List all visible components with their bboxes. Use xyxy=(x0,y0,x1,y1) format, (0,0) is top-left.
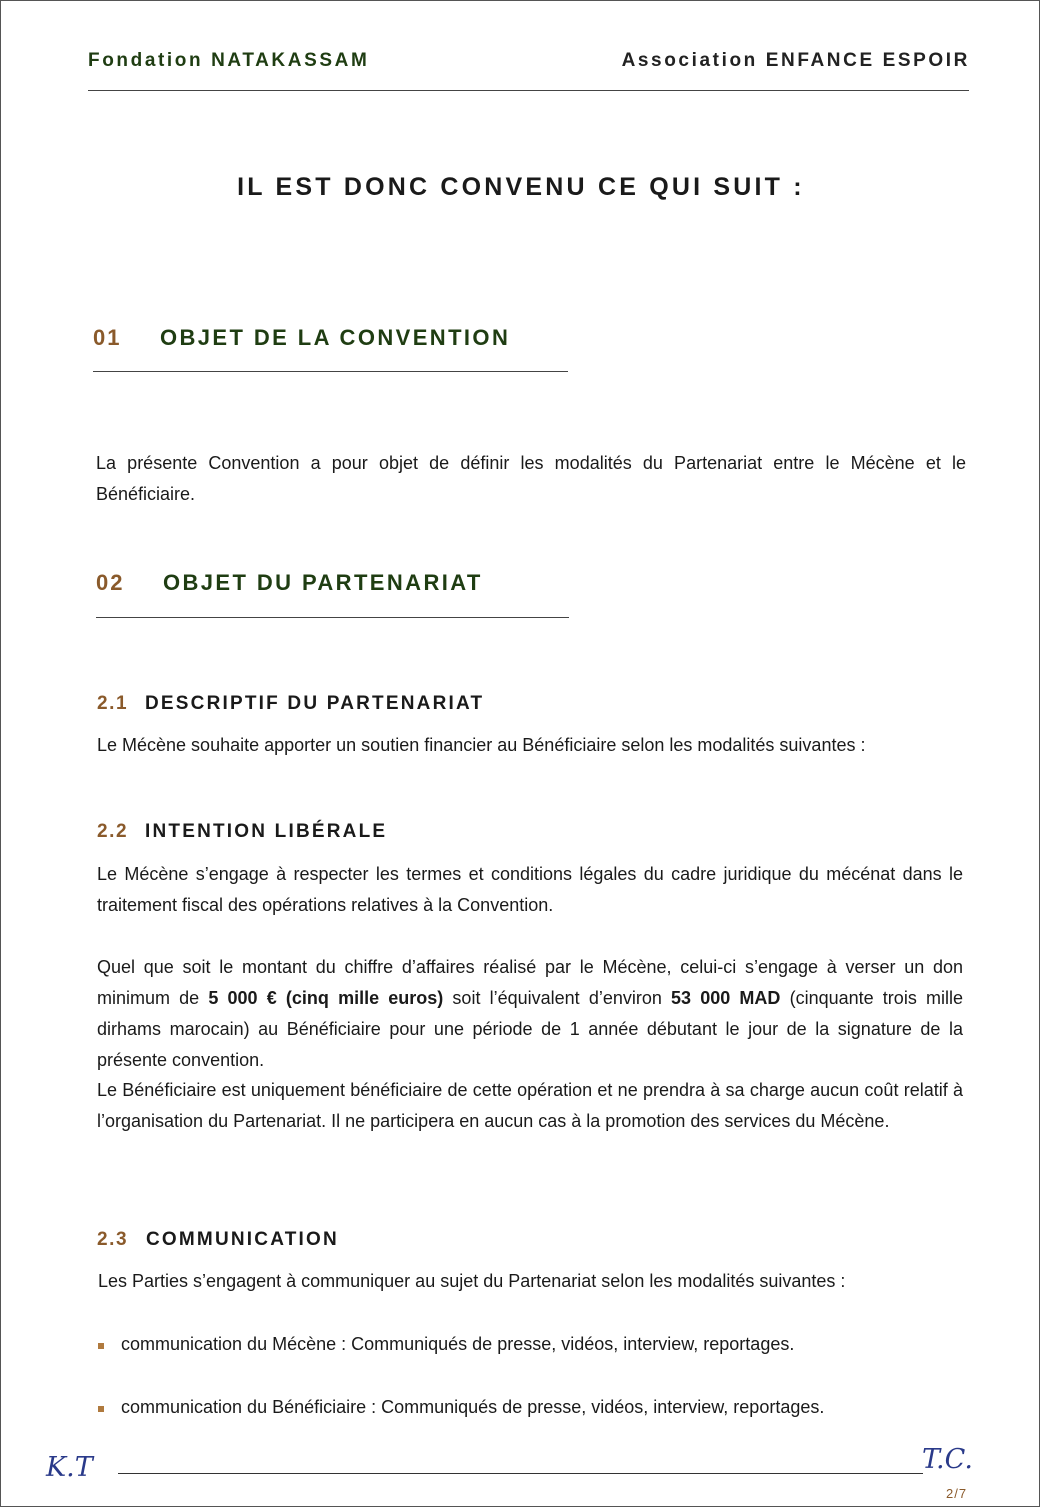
page-title: IL EST DONC CONVENU CE QUI SUIT : xyxy=(237,173,805,201)
section-1-paragraph: La présente Convention a pour objet de définir les modalités du Partenariat entre le Mécène et le Bénéficiaire. xyxy=(96,453,966,504)
subsection-2-2-title: INTENTION LIBÉRALE xyxy=(145,821,388,842)
donation-text-b: soit l’équivalent d’environ xyxy=(443,988,672,1008)
list-item: communication du Mécène : Communiqués de presse, vidéos, interview, reportages. xyxy=(121,1334,795,1354)
donation-text-c: (cinquante trois mille dirhams marocain) au Bénéficiaire pour une période de 1 année débutant le jour de la signature de la présente convention. xyxy=(97,988,963,1070)
bullet-marker xyxy=(98,1406,104,1412)
section-1-divider xyxy=(93,371,568,372)
bullet-marker xyxy=(98,1343,104,1349)
header-left-org: Fondation NATAKASSAM xyxy=(88,50,370,71)
section-2-divider xyxy=(96,617,569,618)
donation-text-a: Quel que soit le montant du chiffre d’affaires réalisé par le Mécène, celui-ci s’engage à verser un don minimum de xyxy=(97,957,963,1008)
subsection-2-2-paragraph-1: Le Mécène s’engage à respecter les termes et conditions légales du cadre juridique du mécénat dans le traitement fiscal des opérations relatives à la Convention. xyxy=(97,864,963,915)
signature-line xyxy=(118,1473,923,1474)
section-2-title: OBJET DU PARTENARIAT xyxy=(163,570,483,595)
section-2-number: 02 xyxy=(96,570,125,595)
subsection-2-1-paragraph: Le Mécène souhaite apporter un soutien financier au Bénéficiaire selon les modalités suivantes : xyxy=(97,735,866,755)
header-right-org: Association ENFANCE ESPOIR xyxy=(621,50,970,71)
page-number: 2/7 xyxy=(946,1486,968,1501)
initials-right-signature: T.C. xyxy=(922,1444,973,1475)
header-divider xyxy=(88,90,969,91)
subsection-2-2-paragraph-3: Le Bénéficiaire est uniquement bénéficiaire de cette opération et ne prendra à sa charge aucun coût relatif à l’organisation du Partenariat. Il ne participera en aucun cas à la promotion des services du Mécène. xyxy=(97,1080,963,1131)
section-1-title: OBJET DE LA CONVENTION xyxy=(160,325,511,350)
donation-amount-eur: 5 000 € (cinq mille euros) xyxy=(208,988,444,1008)
subsection-2-3-number: 2.3 xyxy=(97,1229,129,1250)
subsection-2-1-title: DESCRIPTIF DU PARTENARIAT xyxy=(145,693,485,714)
list-item: communication du Bénéficiaire : Communiqués de presse, vidéos, interview, reportages. xyxy=(121,1397,825,1417)
donation-amount-mad: 53 000 MAD xyxy=(671,988,781,1008)
subsection-2-3-title: COMMUNICATION xyxy=(146,1229,339,1250)
subsection-2-3-paragraph: Les Parties s’engagent à communiquer au sujet du Partenariat selon les modalités suivantes : xyxy=(98,1271,846,1291)
initials-left-signature: K.T xyxy=(46,1452,93,1483)
subsection-2-1-number: 2.1 xyxy=(97,693,129,714)
subsection-2-2-number: 2.2 xyxy=(97,821,129,842)
subsection-2-2-paragraph-2 xyxy=(97,952,963,1076)
section-1-number: 01 xyxy=(93,325,122,350)
